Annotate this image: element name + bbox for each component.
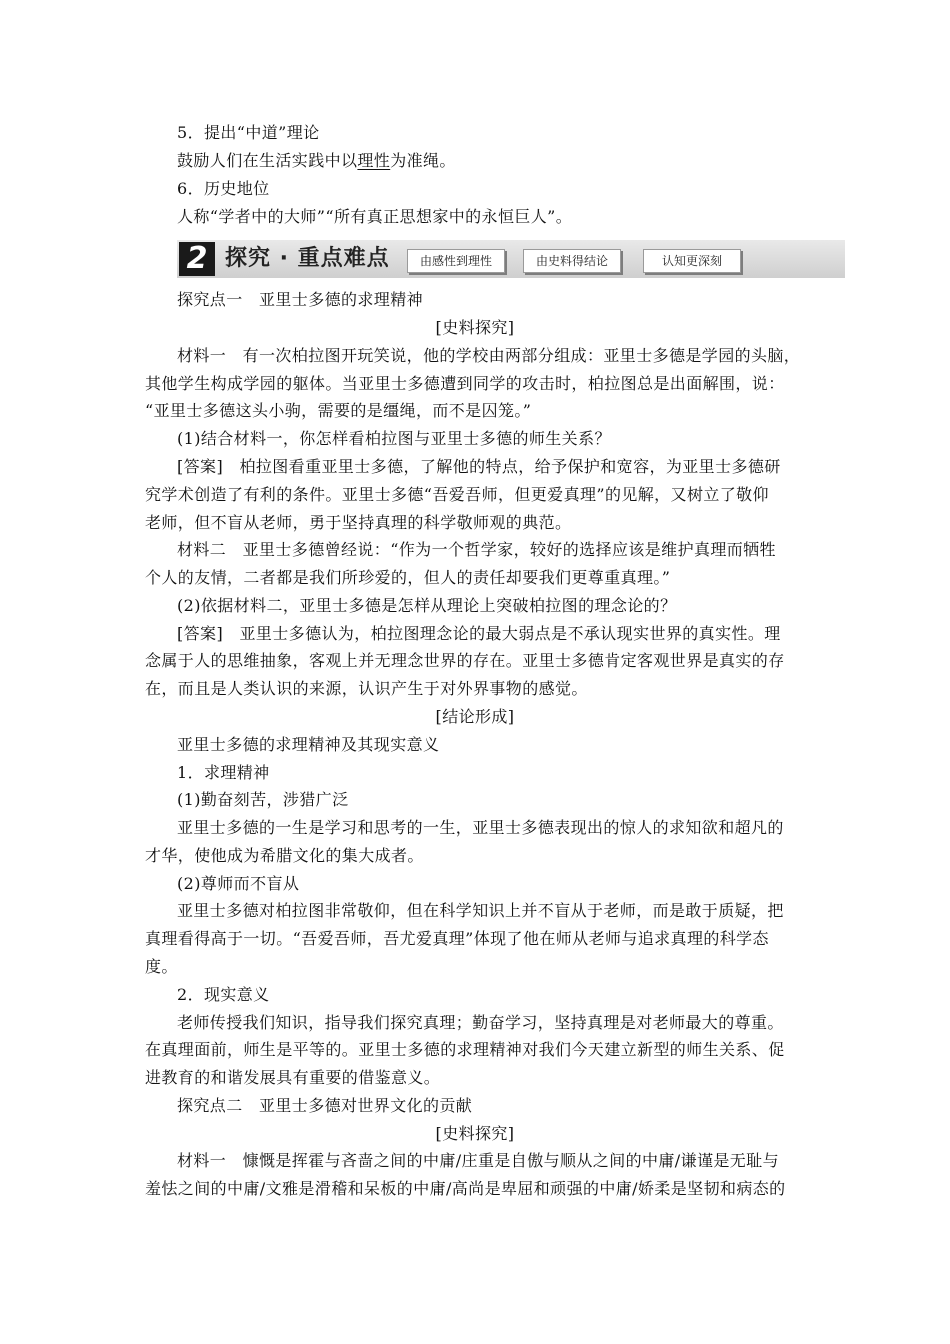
text-line: 度。 bbox=[145, 957, 178, 976]
sub-heading: (1)勤奋刻苦，涉猎广泛 bbox=[177, 790, 349, 809]
question-line: (1)结合材料一，你怎样看柏拉图与亚里士多德的师生关系？ bbox=[177, 429, 611, 448]
text-line: 进教育的和谐发展具有重要的借鉴意义。 bbox=[145, 1068, 441, 1087]
text-line: 亚里士多德的一生是学习和思考的一生，亚里士多德表现出的惊人的求知欲和超凡的 bbox=[177, 818, 784, 837]
text-line: 才华，使他成为希腊文化的集大成者。 bbox=[145, 846, 424, 865]
text-line: 老师，但不盲从老师，勇于坚持真理的科学敬师观的典范。 bbox=[145, 513, 572, 532]
section-banner bbox=[177, 240, 845, 278]
heading-6: 6．历史地位 bbox=[177, 179, 270, 198]
text-line bbox=[177, 151, 456, 171]
text-line: 其他学生构成学园的躯体。当亚里士多德遭到同学的攻击时，柏拉图总是出面解围，说： bbox=[145, 374, 785, 393]
question-line: (2)依据材料二，亚里士多德是怎样从理论上突破柏拉图的理念论的？ bbox=[177, 596, 677, 615]
tag-materials-to-conclusion: 由史料得结论 bbox=[523, 249, 621, 273]
section-label: [史料探究] bbox=[435, 318, 515, 337]
tag-perceptual-to-rational: 由感性到理性 bbox=[407, 249, 505, 273]
numbered-heading: 2．现实意义 bbox=[177, 985, 270, 1004]
text-segment: 鼓励人们在生活实践中以 bbox=[177, 151, 358, 170]
text-line: 人称“学者中的大师”“所有真正思想家中的永恒巨人”。 bbox=[177, 207, 573, 226]
text-line: 在真理面前，师生是平等的。亚里士多德的求理精神对我们今天建立新型的师生关系、促 bbox=[145, 1040, 785, 1059]
text-line: 亚里士多德的求理精神及其现实意义 bbox=[177, 735, 440, 754]
text-line: 羞怯之间的中庸/文雅是滑稽和呆板的中庸/高尚是卑屈和顽强的中庸/娇柔是坚韧和病态的 bbox=[145, 1179, 786, 1198]
section-number: 2 bbox=[179, 242, 215, 276]
text-line: “亚里士多德这头小驹，需要的是缰绳，而不是囚笼。” bbox=[145, 401, 532, 420]
text-line: 材料一 慷慨是挥霍与吝啬之间的中庸/庄重是自傲与顺从之间的中庸/谦谨是无耻与 bbox=[177, 1151, 779, 1170]
text-line: 真理看得高于一切。“吾爱吾师，吾尤爱真理”体现了他在师从老师与追求真理的科学态 bbox=[145, 929, 769, 948]
text-line: 在，而且是人类认识的来源，认识产生于对外界事物的感觉。 bbox=[145, 679, 588, 698]
answer-line: [答案] 柏拉图看重亚里士多德，了解他的特点，给予保护和宽容，为亚里士多德研 bbox=[177, 457, 781, 476]
text-line: 个人的友情，二者都是我们所珍爱的，但人的责任却要我们更尊重真理。” bbox=[145, 568, 671, 587]
answer-line: [答案] 亚里士多德认为，柏拉图理念论的最大弱点是不承认现实世界的真实性。理 bbox=[177, 624, 781, 643]
section-title: 探究 · 重点难点 bbox=[225, 246, 390, 271]
section-label: [结论形成] bbox=[435, 707, 515, 726]
heading-5: 5．提出“中道”理论 bbox=[177, 123, 320, 142]
sub-heading: (2)尊师而不盲从 bbox=[177, 874, 300, 893]
text-line: 老师传授我们知识，指导我们探究真理；勤奋学习，坚持真理是对老师最大的尊重。 bbox=[177, 1013, 784, 1032]
tag-deeper-understanding: 认知更深刻 bbox=[643, 249, 741, 273]
text-line: 究学术创造了有利的条件。亚里士多德“吾爱吾师，但更爱真理”的见解，又树立了敬仰 bbox=[145, 485, 769, 504]
text-segment: 为准绳。 bbox=[390, 151, 456, 170]
text-line: 材料二 亚里士多德曾经说：“作为一个哲学家，较好的选择应该是维护真理而牺牲 bbox=[177, 540, 776, 559]
underlined-term: 理性 bbox=[357, 151, 391, 170]
section-label: [史料探究] bbox=[435, 1124, 515, 1143]
text-line: 念属于人的思维抽象，客观上并无理念世界的存在。亚里士多德肯定客观世界是真实的存 bbox=[145, 651, 785, 670]
subsection-heading: 探究点一 亚里士多德的求理精神 bbox=[177, 290, 424, 309]
subsection-heading: 探究点二 亚里士多德对世界文化的贡献 bbox=[177, 1096, 473, 1115]
numbered-heading: 1．求理精神 bbox=[177, 763, 270, 782]
text-line: 材料一 有一次柏拉图开玩笑说，他的学校由两部分组成：亚里士多德是学园的头脑， bbox=[177, 346, 801, 365]
text-line: 亚里士多德对柏拉图非常敬仰，但在科学知识上并不盲从于老师，而是敢于质疑，把 bbox=[177, 901, 784, 920]
